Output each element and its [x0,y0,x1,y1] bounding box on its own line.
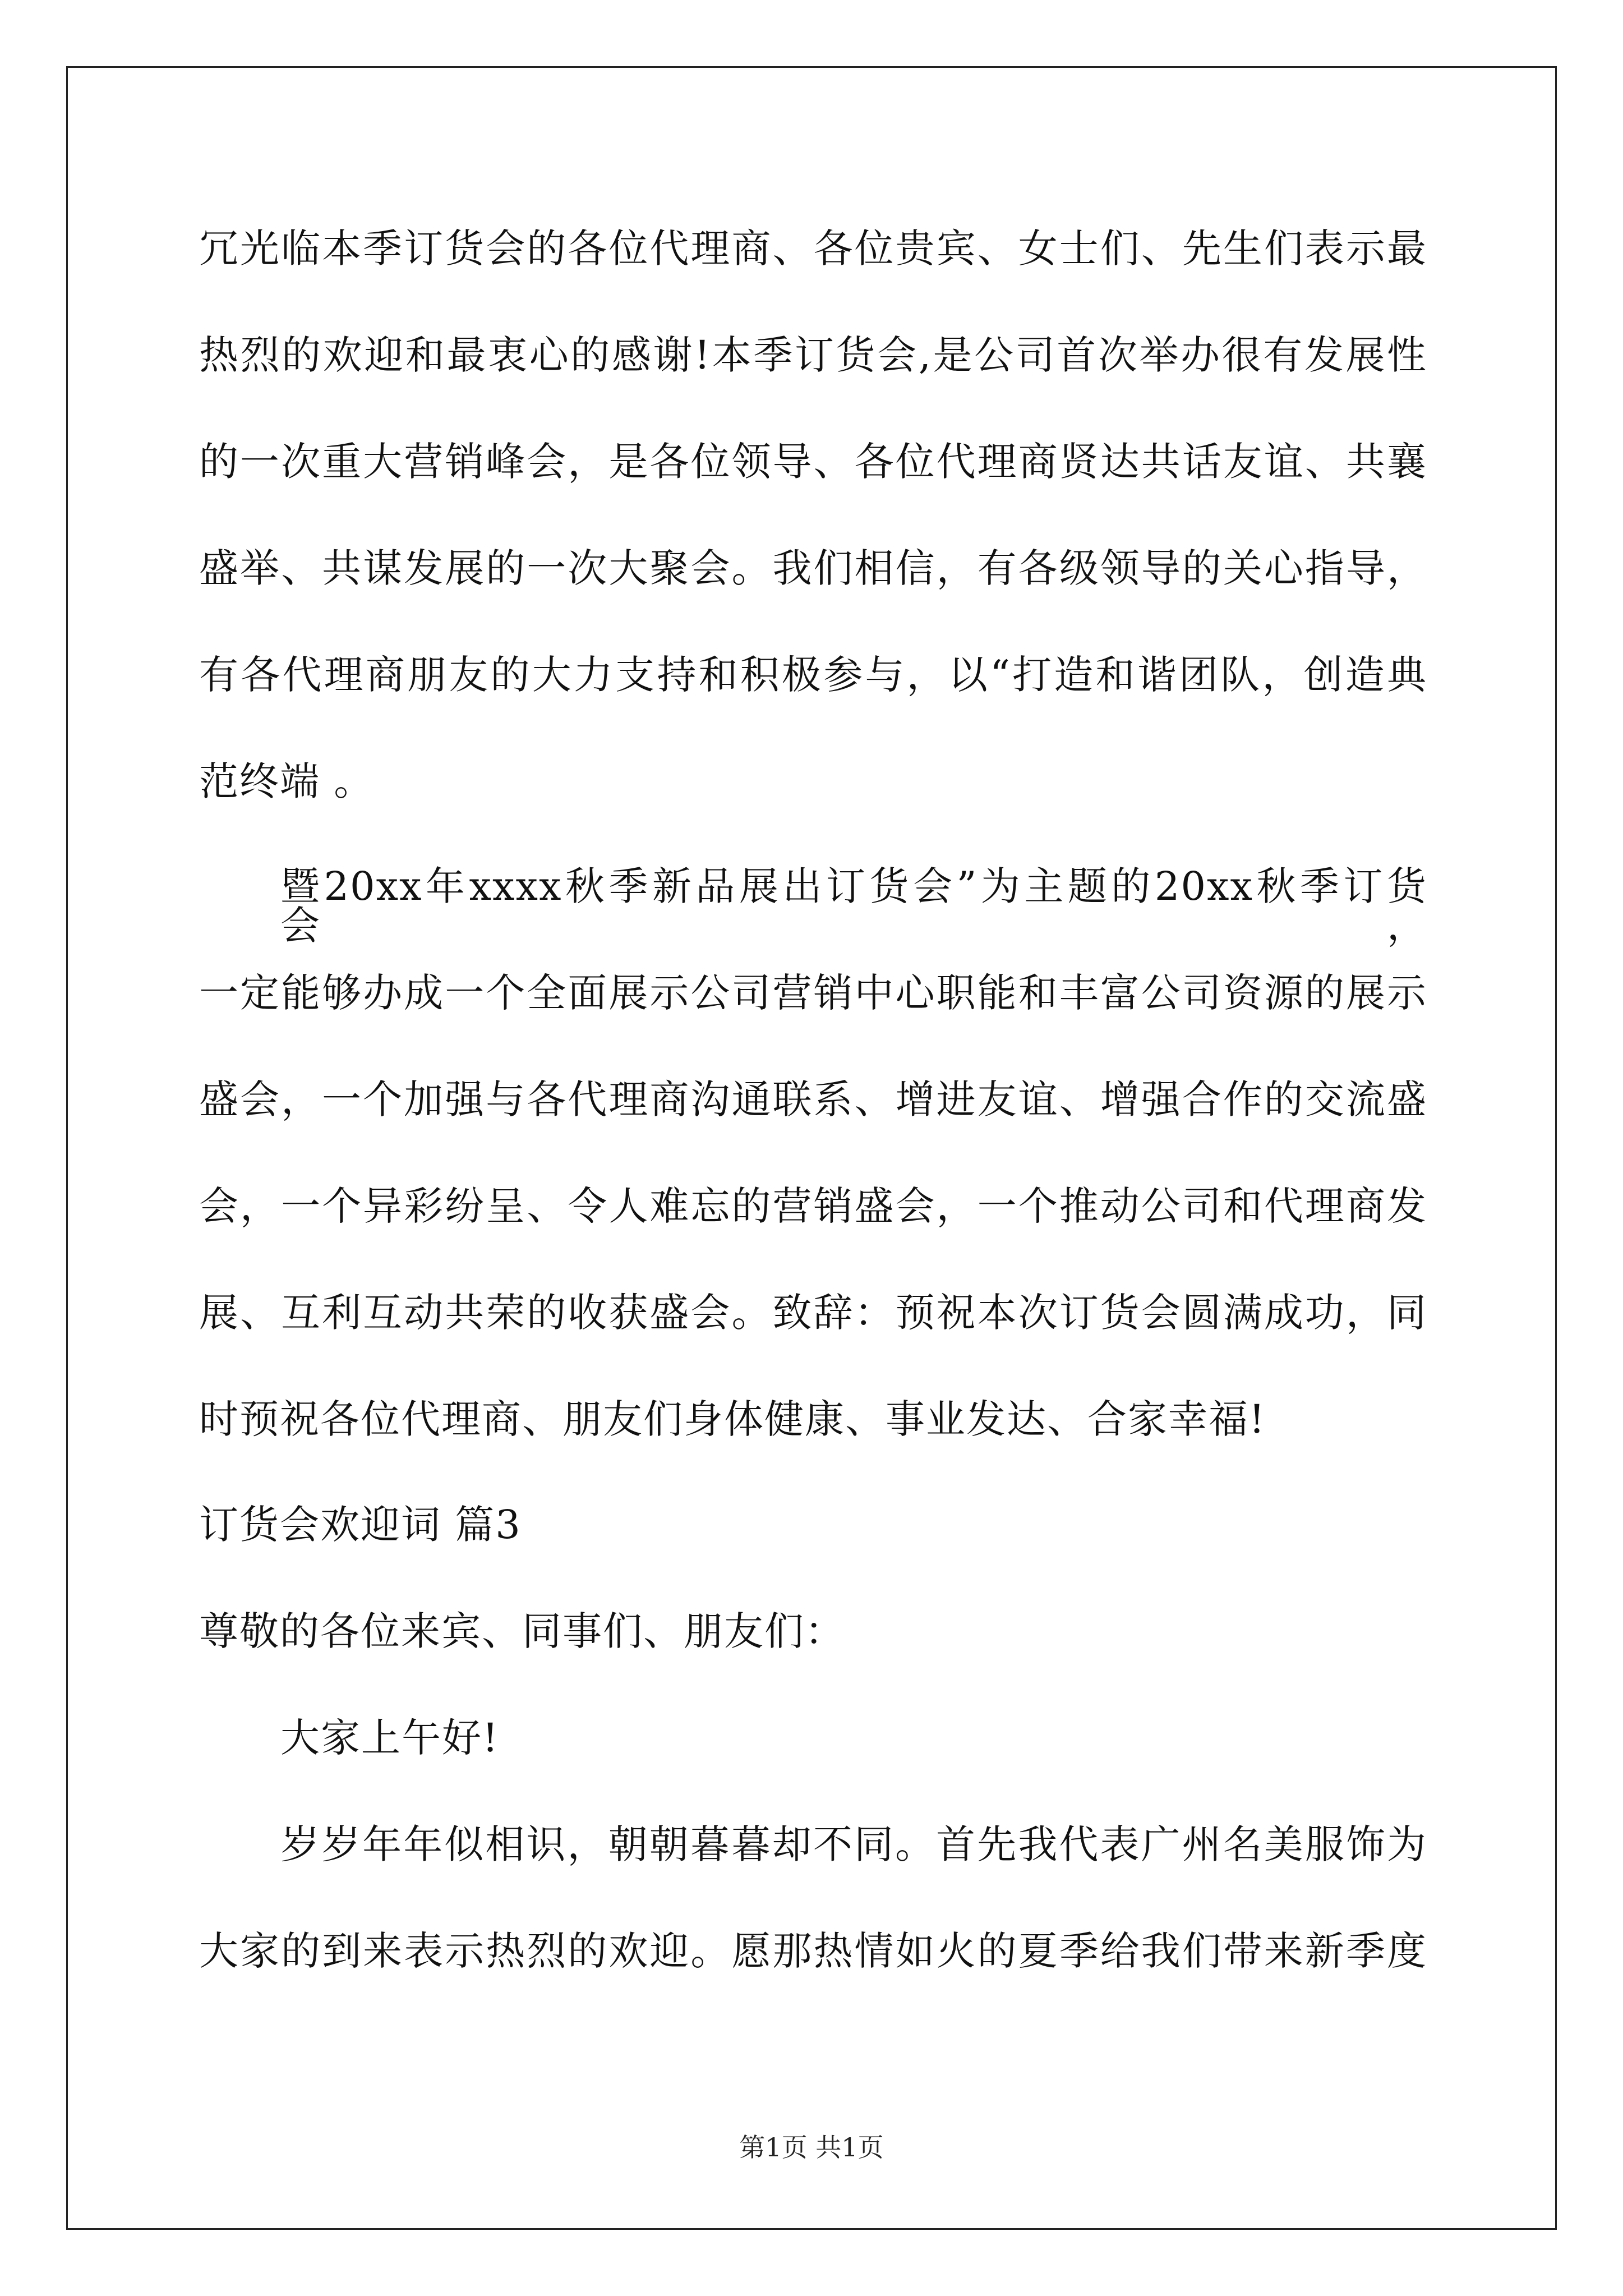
paragraph-line: 时预祝各位代理商、朋友们身体健康、事业发达、合家幸福! [199,1396,1266,1442]
paragraph-line: 一定能够办成一个全面展示公司营销中心职能和丰富公司资源的展示 [199,970,1427,1016]
paragraph-line: 有各代理商朋友的大力支持和积极参与，以“打造和谐团队，创造典 [199,652,1427,698]
salutation: 尊敬的各位来宾、同事们、朋友们： [199,1608,845,1654]
paragraph-line: 盛会，一个加强与各代理商沟通联系、增进友谊、增强合作的交流盛 [199,1076,1427,1122]
page-border [66,66,1557,2230]
paragraph-line: 盛举、共谋发展的一次大聚会。我们相信，有各级领导的关心指导， [199,545,1427,591]
paragraph-line: 冗光临本季订货会的各位代理商、各位贵宾、女士们、先生们表示最 [199,226,1427,272]
paragraph-line: 热烈的欢迎和最衷心的感谢!本季订货会,是公司首次举办很有发展性 [199,332,1427,378]
paragraph-line: 展、互利互动共荣的收获盛会。致辞：预祝本次订货会圆满成功，同 [199,1290,1427,1336]
paragraph-line: 的一次重大营销峰会，是各位领导、各位代理商贤达共话友谊、共襄 [199,439,1427,485]
paragraph-line: 暨20xx年xxxx秋季新品展出订货会”为主题的20xx秋季订货会， [280,863,1427,949]
page-footer: 第1页 共1页 [739,2132,884,2162]
section-heading: 订货会欢迎词 篇3 [199,1502,522,1548]
paragraph-line: 会，一个异彩纷呈、令人难忘的营销盛会，一个推动公司和代理商发 [199,1183,1427,1229]
paragraph-line: 范终端 。 [199,758,375,804]
paragraph-line: 大家的到来表示热烈的欢迎。愿那热情如火的夏季给我们带来新季度 [199,1928,1427,1974]
paragraph-line: 岁岁年年似相识，朝朝暮暮却不同。首先我代表广州名美服饰为 [280,1821,1427,1867]
greeting: 大家上午好! [280,1715,500,1761]
